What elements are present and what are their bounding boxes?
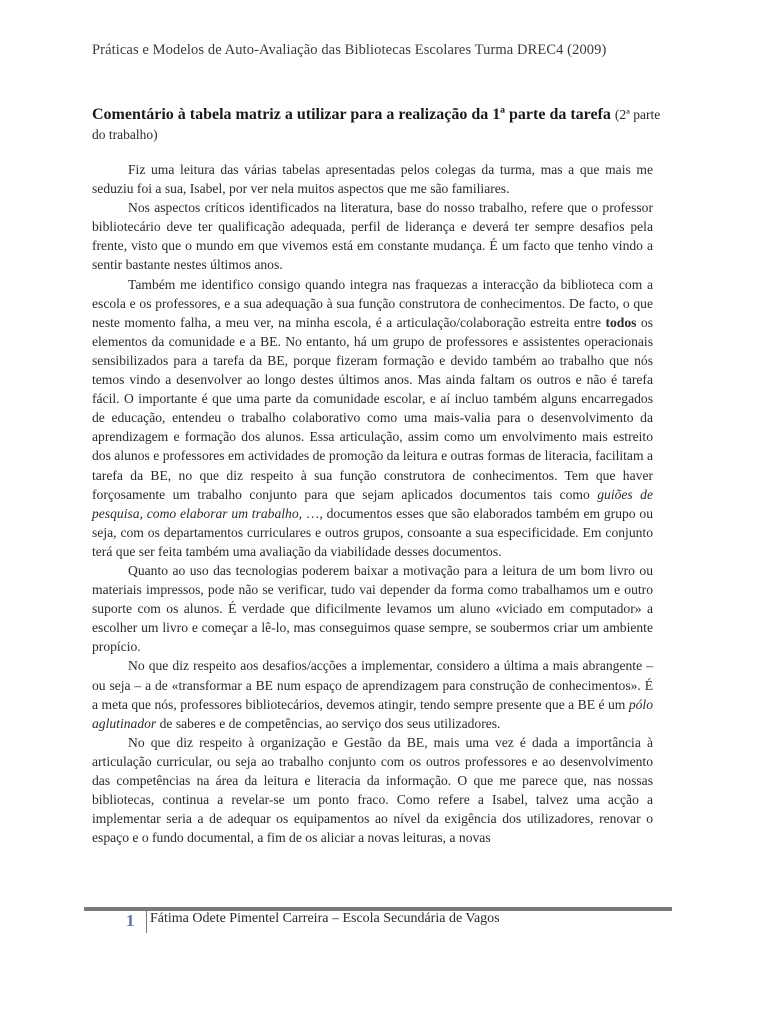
page-header: Práticas e Modelos de Auto-Avaliação das Bibliotecas Escolares Turma DREC4 (2009) bbox=[92, 42, 607, 58]
title-subtitle-open: (2ª parte bbox=[614, 107, 661, 122]
paragraph-5 bbox=[92, 656, 653, 732]
footer-divider bbox=[146, 911, 147, 933]
footer-author: Fátima Odete Pimentel Carreira – Escola Secundária de Vagos bbox=[150, 911, 500, 926]
paragraph-3 bbox=[92, 275, 653, 561]
emphasis-todos: todos bbox=[605, 314, 637, 330]
italic-guioes: guiões de pesquisa, como elaborar um trabalho, bbox=[92, 486, 653, 521]
paragraph-6: No que diz respeito à organização e Gestão da BE, mais uma vez é dada a importância à articulação curricular, ou seja ao trabalho conjunto com os outros professores e ao desenvolvimento das competências na área da leitura e literacia da informação. O que me parece que, nas nossas bibliotecas, continua a revelar-se um ponto fraco. Como refere a Isabel, talvez uma acção a implementar seria a de adequar os equipamentos ao nível da exigência dos utilizadores, renovar o espaço e o fundo documental, a fim de os aliciar a novas leituras, a novas bbox=[92, 734, 653, 846]
document-title bbox=[92, 105, 677, 145]
paragraph-5-part-b: de saberes e de competências, ao serviço dos seus utilizadores. bbox=[156, 715, 501, 731]
paragraph-4: Quanto ao uso das tecnologias poderem baixar a motivação para a leitura de um bom livro ou materiais impressos, pode não se verificar, tudo vai depender da forma como trabalhamos um e outro suporte com os alunos. É verdade que dificilmente levamos um aluno «viciado em computador» a escolher um livro e começar a lê-lo, mas conseguimos quase sempre, se soubermos criar um ambiente propício. bbox=[92, 562, 653, 655]
paragraph-1: Fiz uma leitura das várias tabelas apresentadas pelos colegas da turma, mas a que mais me seduziu foi a sua, Isabel, por ver nela muitos aspectos que me são familiares. bbox=[92, 162, 653, 197]
title-main: Comentário à tabela matriz a utilizar para a realização da 1ª parte da tarefa bbox=[92, 106, 611, 123]
title-subtitle-close: do trabalho) bbox=[92, 127, 158, 142]
page-number: 1 bbox=[126, 911, 135, 930]
italic-polo-aglutinador: pólo aglutinador bbox=[92, 696, 653, 731]
paragraph-5-part-a: No que diz respeito aos desafios/acções a implementar, considero a última a mais abrangente – ou seja – a de «transformar a BE num espaço de aprendizagem para construção de conhecimentos». É a meta que nós, professores bibliotecários, devemos atingir, tendo sempre presente que a BE é um bbox=[92, 658, 653, 712]
paragraph-3-part-a: Também me identifico consigo quando integra nas fraquezas a interacção da biblioteca com a escola e os professores, e a sua adequação à sua função construtora de conhecimentos. De facto, o que neste momento falha, a meu ver, na minha escola, é a articulação/colaboração estreita entre bbox=[92, 276, 653, 330]
document-body bbox=[92, 160, 653, 847]
paragraph-3-part-b: os elementos da comunidade e a BE. No entanto, há um grupo de professores e assistentes operacionais sensibilizados para a tarefa da BE, porque fizeram formação e devido também ao trabalho que nós temos vindo a desenvolver ao longo destes últimos anos. Mas ainda faltam os outros e não é tarefa fácil. O importante é que uma parte da comunidade escolar, e aí incluo também alguns encarregados de educação, entendeu o trabalho colaborativo como uma mais-valia para o desenvolvimento da aprendizagem e formação dos alunos. Essa articulação, assim como um envolvimento mais estreito dos alunos e professores em actividades de promoção da leitura e outras formas de literacia, facilitam a tarefa da BE, no que diz respeito à sua função construtora de conhecimentos. Tem que haver forçosamente um trabalho conjunto para que sejam aplicados documentos tais como bbox=[92, 314, 653, 502]
paragraph-3-part-c: …, documentos esses que são elaborados também em grupo ou seja, com os departamentos curriculares e outros grupos, consoante a sua especificidade. Em conjunto terá que ser feita também uma avaliação da viabilidade desses documentos. bbox=[92, 505, 653, 559]
paragraph-2: Nos aspectos críticos identificados na literatura, base do nosso trabalho, refere que o professor bibliotecário deve ter qualificação adequada, perfil de liderança e deverá ter sempre desafios pela frente, visto que o mundo em que vivemos está em constante mudança. É um facto que tenho vindo a sentir bastante nestes últimos anos. bbox=[92, 200, 653, 273]
